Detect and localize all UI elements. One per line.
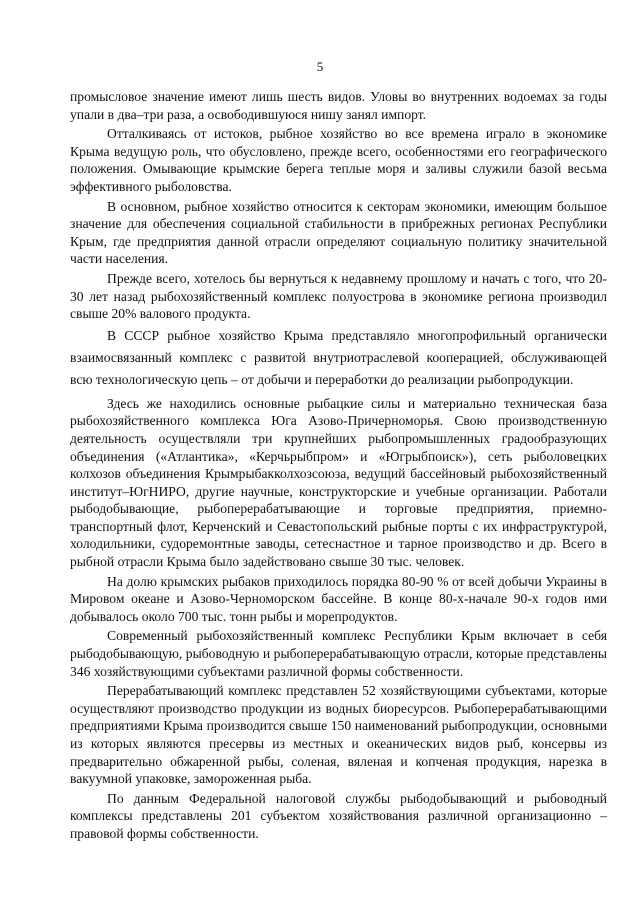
paragraph-modern-complex: Современный рыбохозяйственный комплекс Республики Крым включает в себя рыбодобывающую, рыбоводную и рыбоперерабатывающую отрасли, которые представлены 346 хозяйствующими субъектами различной формы собственности. [70,628,607,679]
page-number: 5 [316,59,324,74]
paragraph-past: Прежде всего, хотелось бы вернуться к недавнему прошлому и начать с того, что 20-30 лет назад рыбохозяйственный комплекс полуострова в экономике региона производил свыше 20% валового продукта. [70,270,607,322]
document-body [70,88,607,845]
paragraph-base: Здесь же находились основные рыбацкие силы и материально техническая база рыбохозяйственного комплекса Юга Азово-Причерноморья. Свою производственную деятельность осуществляли три крупнейших рыбопромышленных градообразующих объединения («Атлантика», «Керчьрыбпром» и «Югрыбпоиск»), сеть рыболовецких колхозов объединения Крымрыбакколхозсоюза, ведущий бассейновый рыбохозяйственный институт–ЮгНИРО, другие научные, конструкторские и учебные организации. Работали рыбодобывающие, рыбоперерабатывающие и торговые предприятия, приемно-транспортный флот, Керченский и Севастопольский рыбные порты с их инфраструктурой, холодильники, судоремонтные заводы, сетеснастное и тарное производство и др. Всего в рыбной отрасли Крыма было задействовано свыше 30 тыс. человек. [70,395,607,570]
paragraph-share: На долю крымских рыбаков приходилось порядка 80-90 % от всей добычи Украины в Мировом океане и Азово-Черноморском бассейне. В конце 80-х-начале 90-х годов ими добывалось около 700 тыс. тонн рыбы и морепродуктов. [70,573,607,624]
paragraph-ussr: В СССР рыбное хозяйство Крыма представляло многопрофильный органически взаимосвязанный комплекс с развитой внутриотраслевой кооперацией, обслуживающей всю технологическую цепь – от добычи и переработки до реализации рыбопродукции. [70,327,607,387]
paragraph-social-role: В основном, рыбное хозяйство относится к секторам экономики, имеющим большое значение для обеспечения социальной стабильности в прибрежных регионах Республики Крым, где предприятия данной отрасли определяют социальную политику значительной части населения. [70,198,607,267]
paragraph-tax-service: По данным Федеральной налоговой службы рыбодобывающий и рыбоводный комплексы представлены 201 субъектом хозяйствования различной организационно – правовой формы собственности. [70,790,607,841]
paragraph-processing: Перерабатывающий комплекс представлен 52 хозяйствующими субъектами, которые осуществляют производство продукции из водных биоресурсов. Рыбоперерабатывающими предприятиями Крыма производится свыше 150 наименований рыбопродукции, основными из которых являются пресервы из местных и океанических видов рыб, консервы из предварительно обжаренной рыбы, соленая, вяленая и копченая продукция, нарезка в вакуумной упаковке, замороженная рыба. [70,683,607,787]
paragraph-continuation: промысловое значение имеют лишь шесть видов. Уловы во внутренних водоемах за годы упали в два–три раза, а освободившуюся нишу занял импорт. [70,89,607,122]
paragraph-history: Отталкиваясь от истоков, рыбное хозяйство во все времена играло в экономике Крыма ведущую роль, что обусловлено, прежде всего, особенностями его географического положения. Омывающие крымские берега теплые моря и заливы служили базой весьма эффективного рыболовства. [70,126,607,194]
